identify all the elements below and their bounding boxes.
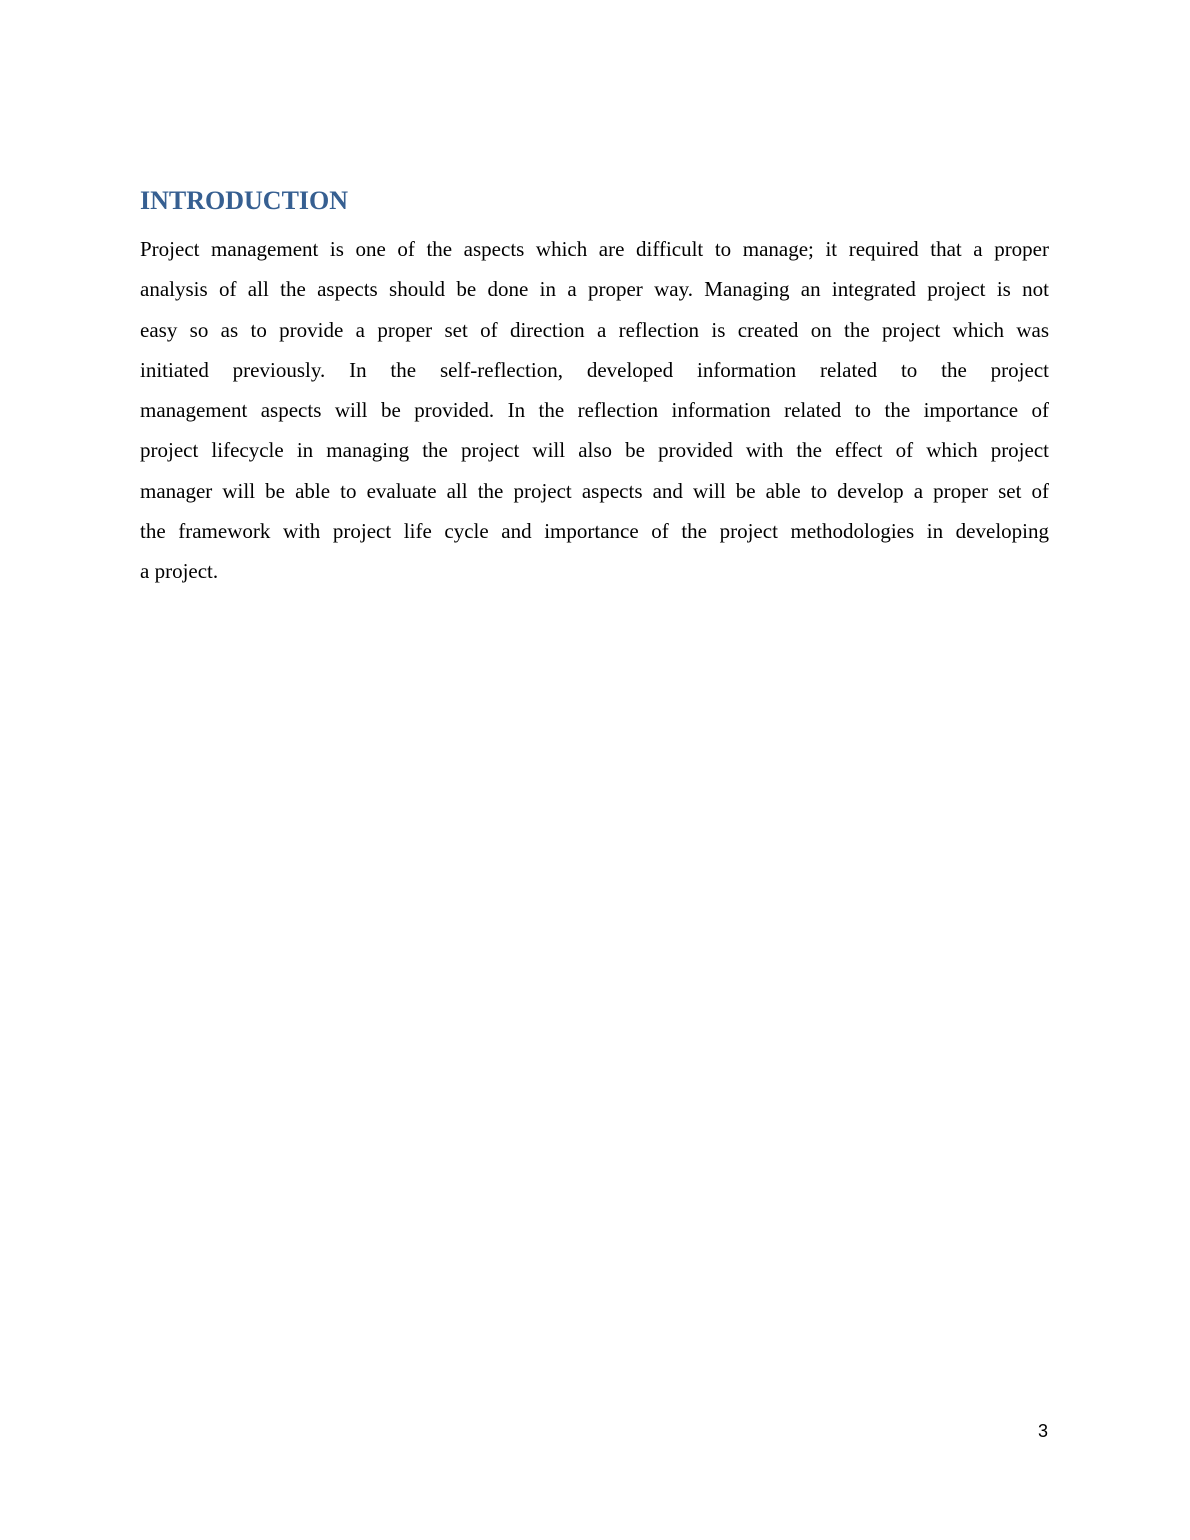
paragraph-line: manager will be able to evaluate all the project aspects and will be able to develop a proper set of bbox=[140, 478, 1049, 503]
paragraph-line: project lifecycle in managing the project will also be provided with the effect of which project bbox=[140, 438, 1049, 463]
paragraph-line: Project management is one of the aspects which are difficult to manage; it required that a proper bbox=[140, 237, 1049, 261]
paragraph-line: analysis of all the aspects should be done in a proper way. Managing an integrated project is not bbox=[140, 277, 1049, 302]
introduction-paragraph bbox=[140, 229, 1049, 592]
paragraph-line: the framework with project life cycle and importance of the project methodologies in developing bbox=[140, 519, 1049, 544]
paragraph-line: initiated previously. In the self-reflection, developed information related to the project bbox=[140, 357, 1049, 382]
page-number: 3 bbox=[1038, 1421, 1049, 1441]
paragraph-line: management aspects will be provided. In the reflection information related to the importance of bbox=[140, 398, 1049, 423]
paragraph-line: easy so as to provide a proper set of direction a reflection is created on the project which was bbox=[140, 317, 1049, 342]
section-heading-introduction: INTRODUCTION bbox=[140, 186, 349, 215]
paragraph-line: a project. bbox=[140, 559, 219, 584]
